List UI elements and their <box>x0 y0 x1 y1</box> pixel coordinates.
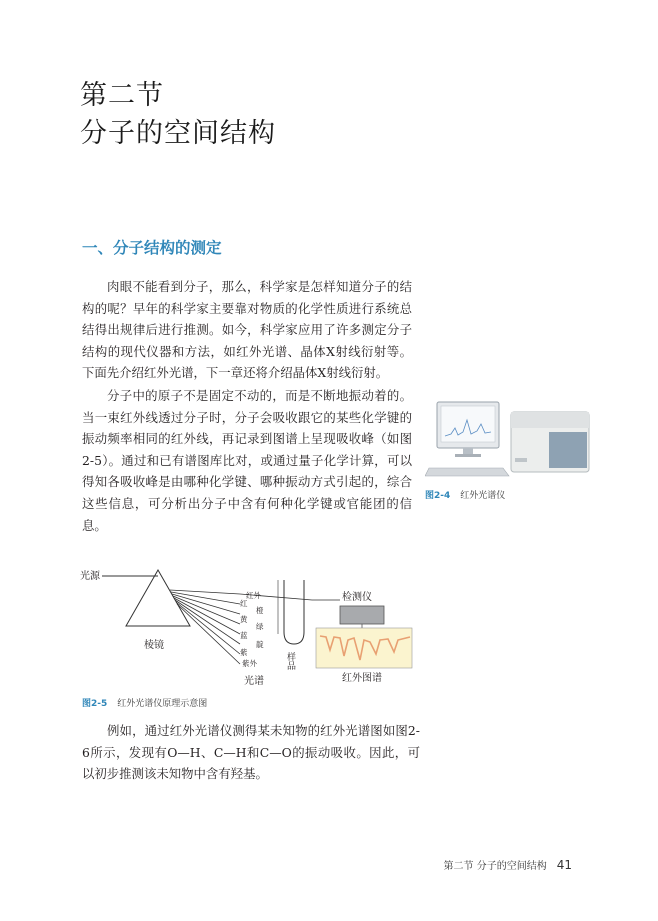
label-ir-chart: 红外图谱 <box>342 673 382 684</box>
paragraph-ir-principle: 分子中的原子不是固定不动的，而是不断地振动着的。当一束红外线透过分子时，分子会吸收跟它的某些化学键的振动频率相同的红外线，再记录到图谱上呈现吸收峰（如图2-5）。通过和已有谱图库比对，或通过量子化学计算，可以得知各吸收峰是由哪种化学键、哪种振动方式引起的，综合这些信息，可分析出分子中含有何种化学键或官能团的信息。 <box>82 388 412 533</box>
sample-tube <box>284 580 304 644</box>
figure-2-4-title: 红外光谱仪 <box>460 491 506 501</box>
label-red: 红 <box>240 599 248 608</box>
label-indigo: 靛 <box>256 640 264 649</box>
label-violet: 紫 <box>240 648 248 657</box>
detector-box <box>340 606 384 624</box>
label-orange: 橙 <box>256 606 264 615</box>
footer-section-title: 第二节 分子的空间结构 <box>443 861 547 872</box>
figure-2-4-caption <box>425 488 505 501</box>
paragraph-intro: 肉眼不能看到分子，那么，科学家是怎样知道分子的结构的呢？早年的科学家主要靠对物质的化学性质进行系统总结得出规律后进行推测。如今，科学家应用了许多测定分子结构的现代仪器和方法，如红外光谱、晶体X射线衍射等。下面先介绍红外光谱，下一章还将介绍晶体X射线衍射。 <box>82 279 412 381</box>
ir-principle-diagram <box>80 560 420 690</box>
figure-2-5-caption <box>82 696 207 709</box>
label-prism: 棱镜 <box>144 640 164 651</box>
label-spectrum: 光谱 <box>244 676 264 687</box>
figure-2-5-number: 图2-5 <box>82 699 108 709</box>
page-footer <box>444 857 572 872</box>
figure-2-4-number: 图2-4 <box>425 491 451 501</box>
label-detector: 检测仪 <box>342 592 372 603</box>
paragraph-example: 例如，通过红外光谱仪测得某未知物的红外光谱图如图2-6所示，发现有O—H、C—H和C—O的振动吸收。因此，可以初步推测该未知物中含有羟基。 <box>82 723 420 782</box>
ir-spectrometer-illustration <box>425 398 595 478</box>
label-infrared: 红外 <box>246 591 261 600</box>
label-blue: 蓝 <box>240 631 248 640</box>
label-yellow: 黄 <box>240 615 248 624</box>
figure-2-5-title: 红外光谱仪原理示意图 <box>117 699 208 709</box>
page-title: 分子的空间结构 <box>80 118 276 149</box>
section-number: 第二节 <box>80 80 164 111</box>
page-number: 41 <box>556 858 572 872</box>
prism-shape <box>126 570 190 626</box>
label-green: 绿 <box>256 622 264 631</box>
label-light-source: 光源 <box>80 571 100 582</box>
label-ultraviolet: 紫外 <box>242 659 257 668</box>
label-sample: 样品 <box>285 652 295 670</box>
subsection-heading: 一、分子结构的测定 <box>82 239 222 257</box>
